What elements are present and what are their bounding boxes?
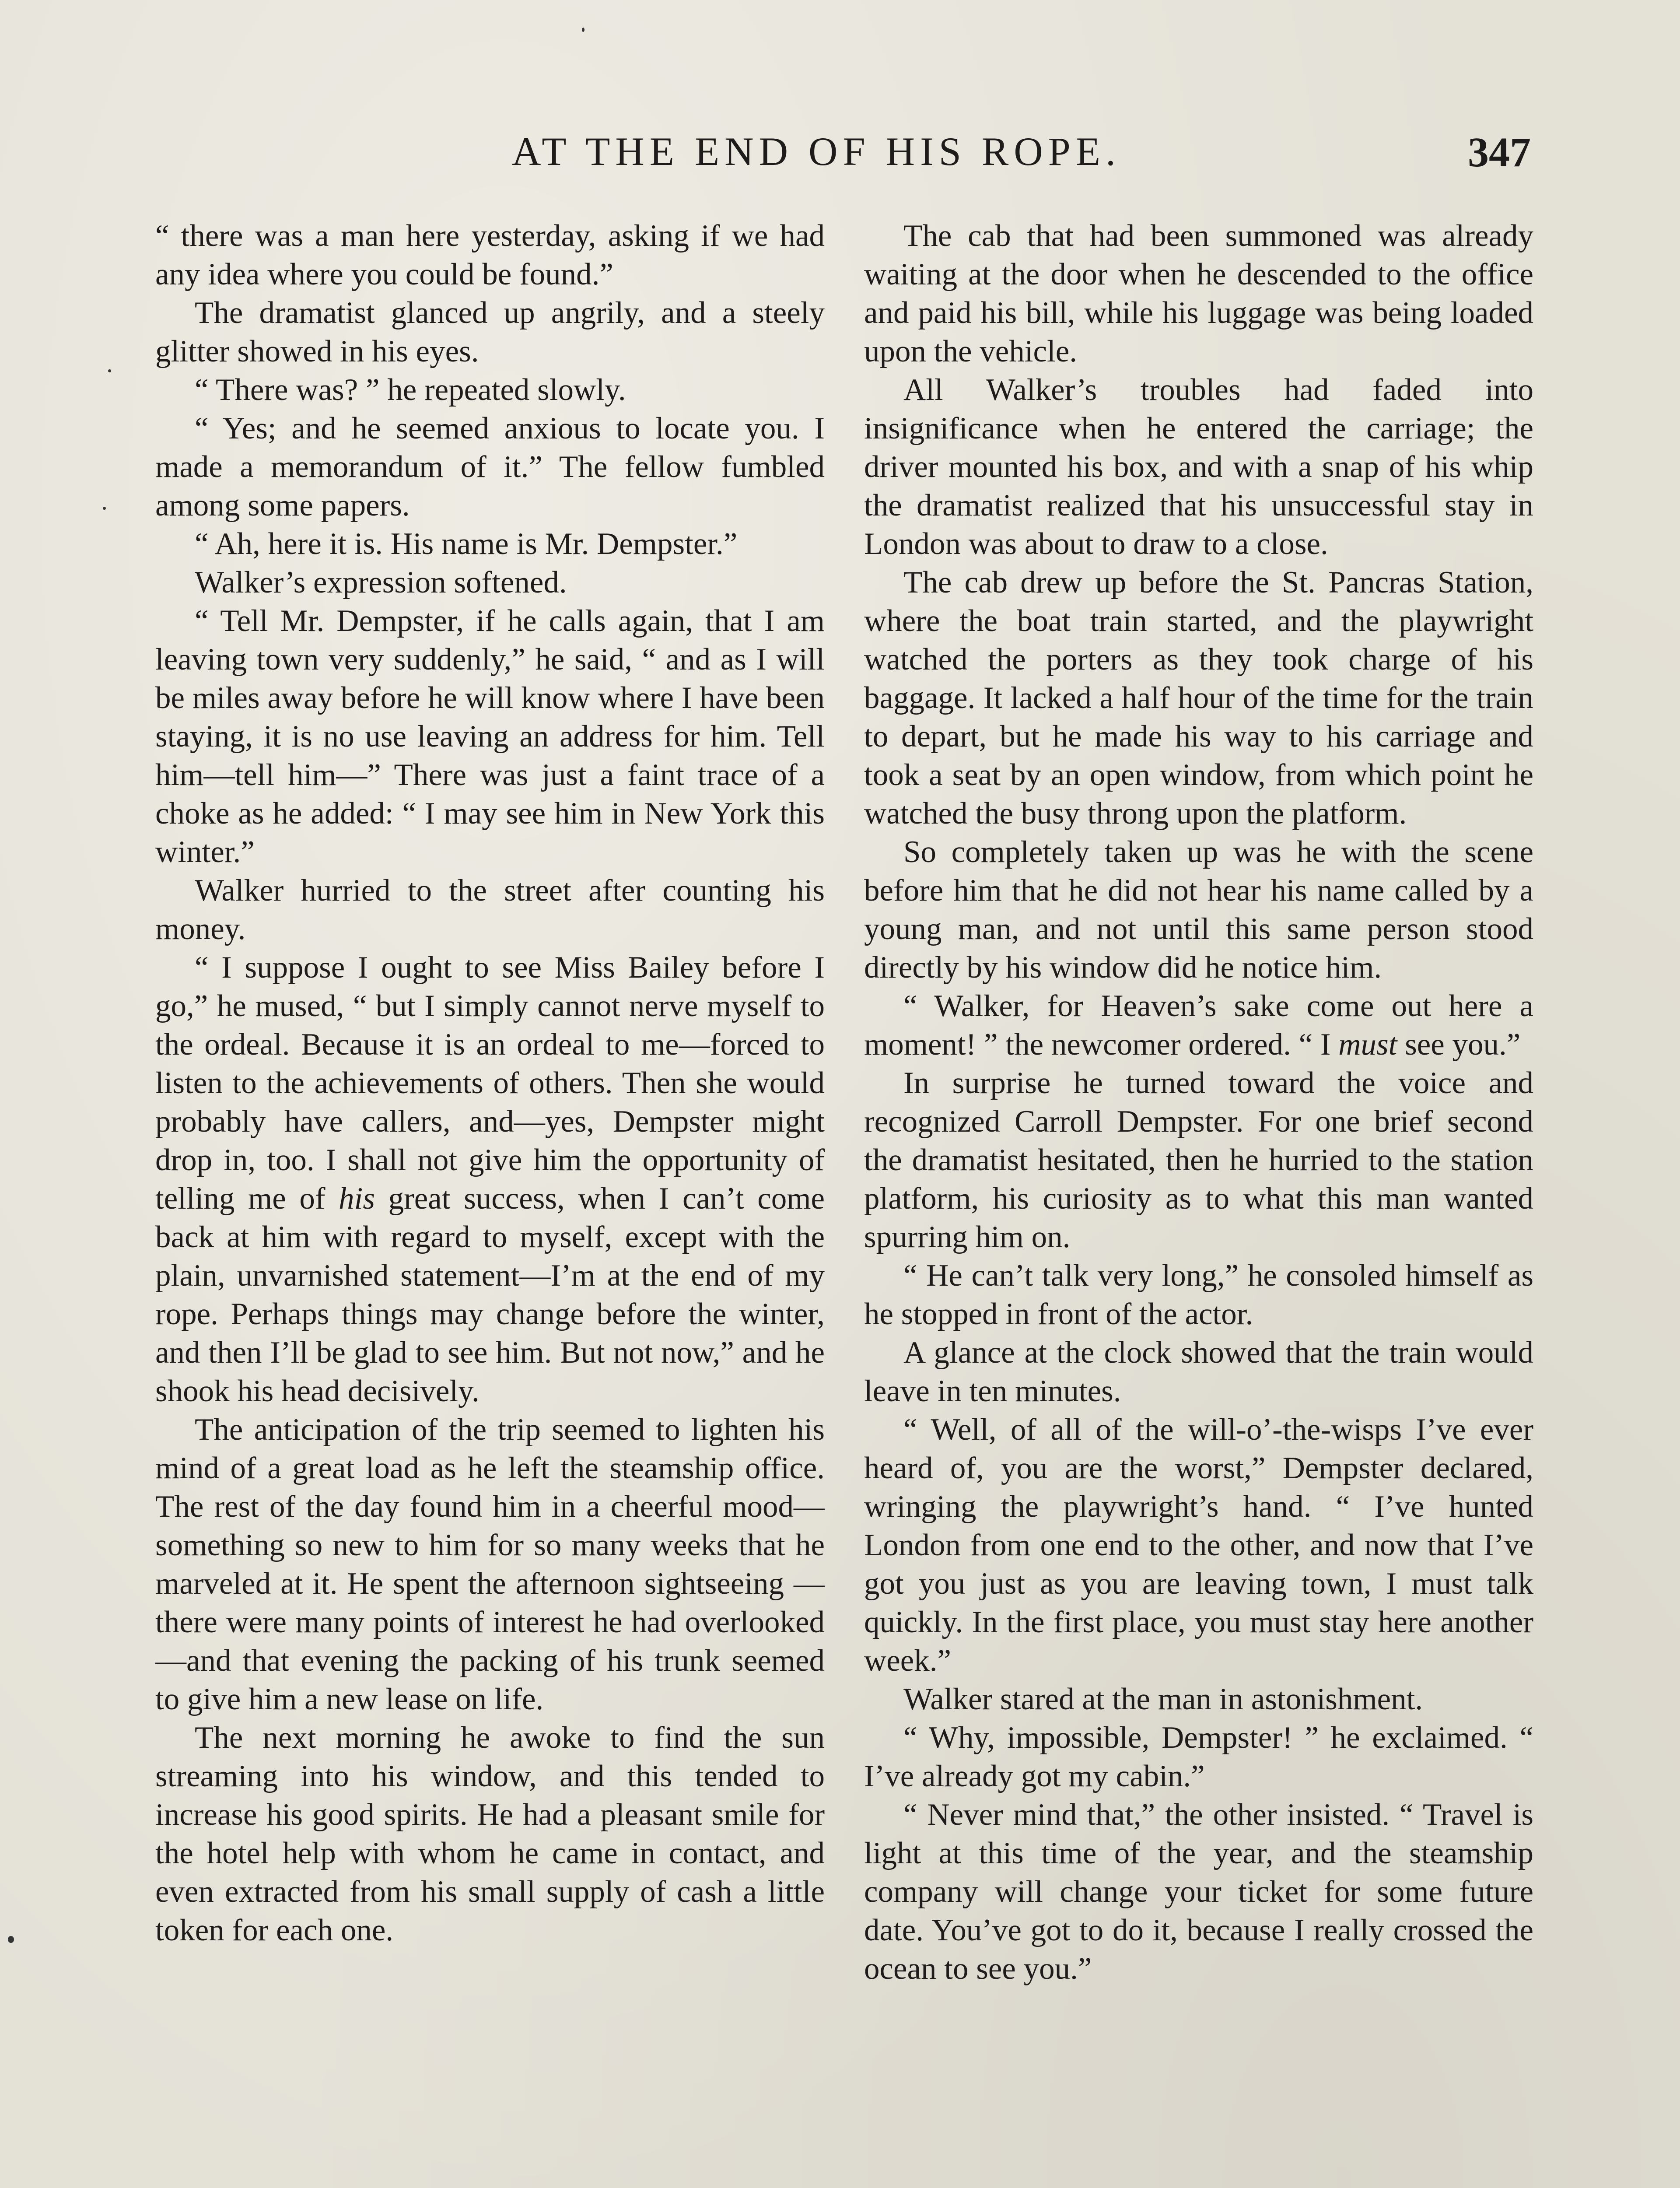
paragraph-text: Walker stared at the man in astonishment.: [903, 1682, 1423, 1716]
italic-emphasis: his: [339, 1182, 375, 1216]
paragraph-text: In surprise he turned toward the voice and recognized Carroll Dempster. For one brief second the dramatist hesitated, then he hurried to the station platform, his curiosity as to what this man wanted spurring him on.: [864, 1066, 1533, 1254]
paragraph-text: So completely taken up was he with the scene before him that he did not hear his name called by a young man, and not until this same person stood directly by his window did he notice him.: [864, 835, 1533, 985]
paragraph-text: “ He can’t talk very long,” he consoled himself as he stopped in front of the actor.: [864, 1259, 1533, 1331]
paragraph-text: A glance at the clock showed that the train would leave in ten minutes.: [864, 1336, 1533, 1408]
paragraph: [155, 525, 825, 563]
left-text-column: [155, 217, 825, 1950]
paragraph: [155, 217, 825, 294]
paragraph-text: “ there was a man here yesterday, asking if we had any idea where you could be found.”: [155, 219, 825, 291]
paragraph: [155, 409, 825, 525]
paragraph: [864, 1256, 1533, 1333]
page-number: 347: [1468, 129, 1531, 175]
paragraph-text: “ Ah, here it is. His name is Mr. Dempster.”: [195, 527, 738, 561]
paragraph: [155, 871, 825, 948]
paragraph: [864, 1718, 1533, 1795]
paragraph: [864, 1680, 1533, 1718]
paragraph-text: Walker’s expression softened.: [195, 565, 567, 600]
paragraph: [864, 833, 1533, 987]
running-head: AT THE END OF HIS ROPE.: [512, 129, 1121, 174]
paragraph: [864, 217, 1533, 371]
ink-speck: [8, 1936, 14, 1943]
paragraph-text: great success, when I can’t come back at him with regard to myself, except with the plain, unvarnished statement—I’m at the end of my rope. Perhaps things may change before the winter, and then I’ll be glad to see him. But not now,” and he shook his head decisively.: [155, 1182, 825, 1408]
paragraph-text: The cab drew up before the St. Pancras Station, where the boat train started, and the playwright watched the porters as they took charge of his baggage. It lacked a half hour of the time for the train to depart, but he made his way to his carriage and took a seat by an open window, from which point he watched the busy throng upon the platform.: [864, 565, 1533, 831]
paragraph: [155, 948, 825, 1410]
paragraph: [864, 1333, 1533, 1410]
paragraph-text: “ Well, of all of the will-o’-the-wisps I’ve ever heard of, you are the worst,” Dempster declared, wringing the playwright’s hand. “ I’ve hunted London from one end to the other, and now that I’ve got you just as you are leaving town, I must talk quickly. In the first place, you must stay here another week.”: [864, 1413, 1533, 1678]
ink-speck: [108, 369, 111, 372]
paragraph: [155, 1410, 825, 1718]
paragraph-text: “ Walker, for Heaven’s sake come out here a moment! ” the newcomer ordered. “ I: [864, 989, 1533, 1062]
paragraph-text: “ Yes; and he seemed anxious to locate you. I made a memorandum of it.” The fellow fumbled among some papers.: [155, 411, 825, 522]
ink-speck: [582, 28, 584, 32]
paragraph: [864, 987, 1533, 1064]
paragraph: [864, 1795, 1533, 1988]
paragraph: [864, 371, 1533, 563]
paragraph: [155, 602, 825, 871]
paragraph: [864, 563, 1533, 833]
paragraph-text: “ There was? ” he repeated slowly.: [195, 373, 626, 407]
ink-speck: [103, 507, 106, 510]
paragraph-text: All Walker’s troubles had faded into insignificance when he entered the carriage; the driver mounted his box, and with a snap of his whip the dramatist realized that his unsuccessful stay in London was about to draw to a close.: [864, 373, 1533, 561]
paragraph: [155, 563, 825, 602]
paragraph-text: The cab that had been summoned was already waiting at the door when he descended to the office and paid his bill, while his luggage was being loaded upon the vehicle.: [864, 219, 1533, 368]
paragraph: [864, 1064, 1533, 1256]
paragraph-text: “ Tell Mr. Dempster, if he calls again, that I am leaving town very suddenly,” he said, “ and as I will be miles away before he will know where I have been staying, it is no use leaving an address for him. Tell him—tell him—” There was just a faint trace of a choke as he added: “ I may see him in New York this winter.”: [155, 604, 825, 869]
italic-emphasis: must: [1338, 1027, 1397, 1062]
paragraph-text: The anticipation of the trip seemed to lighten his mind of a great load as he left the steamship office. The rest of the day found him in a cheerful mood—something so new to him for so many weeks that he marveled at it. He spent the afternoon sightseeing — there were many points of interest he had overlooked—and that evening the packing of his trunk seemed to give him a new lease on life.: [155, 1413, 825, 1716]
paragraph-text: Walker hurried to the street after counting his money.: [155, 873, 825, 946]
paragraph-text: “ I suppose I ought to see Miss Bailey before I go,” he mused, “ but I simply cannot nerve myself to the ordeal. Because it is an ordeal to me—forced to listen to the achievements of others. Then she would probably have callers, and—yes, Dempster might drop in, too. I shall not give him the opportunity of telling me of: [155, 950, 825, 1216]
paragraph-text: The dramatist glanced up angrily, and a steely glitter showed in his eyes.: [155, 296, 825, 368]
paragraph-text: “ Why, impossible, Dempster! ” he exclaimed. “ I’ve already got my cabin.”: [864, 1721, 1533, 1793]
right-text-column: [864, 217, 1533, 1988]
paragraph: [155, 1718, 825, 1950]
paragraph-text: The next morning he awoke to find the sun streaming into his window, and this tended to increase his good spirits. He had a pleasant smile for the hotel help with whom he came in contact, and even extracted from his small supply of cash a little token for each one.: [155, 1721, 825, 1947]
paragraph: [155, 371, 825, 409]
paragraph-text: see you.”: [1397, 1027, 1521, 1062]
paragraph: [864, 1410, 1533, 1680]
paragraph-text: “ Never mind that,” the other insisted. “ Travel is light at this time of the year, and the steamship company will change your ticket for some future date. You’ve got to do it, because I really crossed the ocean to see you.”: [864, 1798, 1533, 1986]
paragraph: [155, 294, 825, 371]
